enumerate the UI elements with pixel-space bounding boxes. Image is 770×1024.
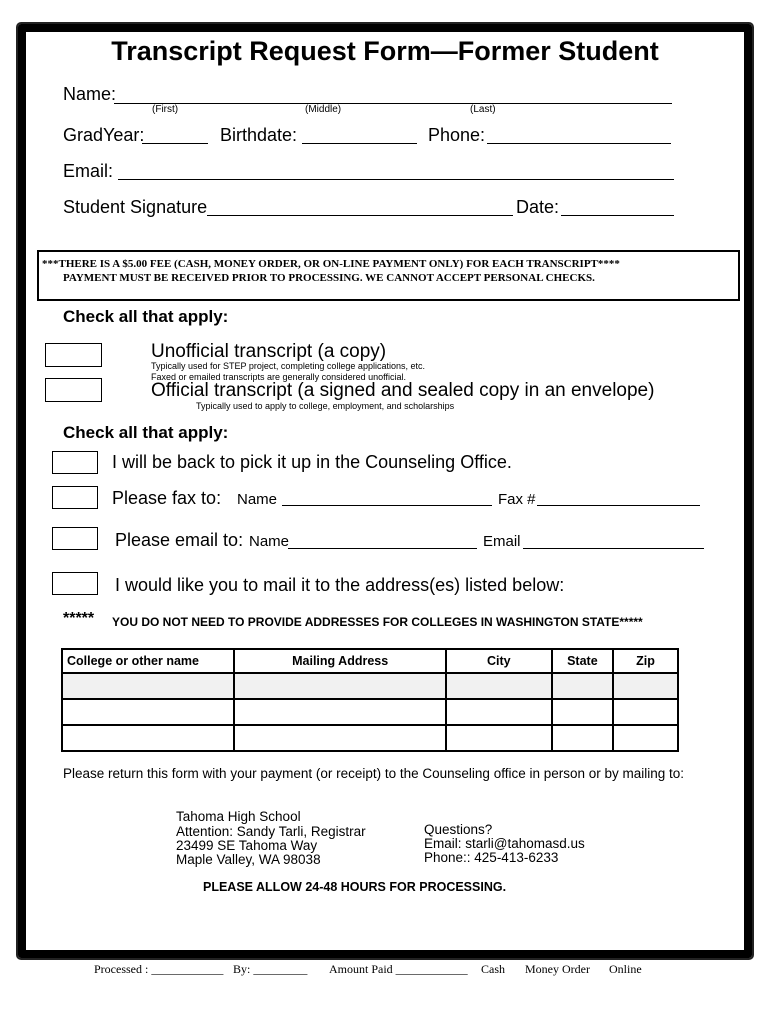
official-label: Official transcript (a signed and sealed copy in an envelope) (151, 380, 655, 401)
table-cell[interactable] (613, 725, 678, 751)
table-cell[interactable] (234, 725, 445, 751)
unofficial-label: Unofficial transcript (a copy) (151, 341, 387, 362)
gradyear-field[interactable] (142, 143, 208, 144)
wa-notice-stars: ***** (63, 610, 95, 627)
last-caption: (Last) (470, 104, 496, 115)
col-zip: Zip (613, 649, 678, 673)
email-option-label: Please email to: (115, 530, 244, 550)
table-row (62, 699, 678, 725)
footer-amount-paid: Amount Paid ____________ (329, 962, 468, 976)
birthdate-field[interactable] (302, 143, 417, 144)
table-cell[interactable] (552, 673, 613, 699)
birthdate-label: Birthdate: (220, 125, 298, 145)
phone-label: Phone: (428, 125, 486, 145)
email-label: Email: (63, 161, 114, 181)
return-instructions: Please return this form with your payment (or receipt) to the Counseling office in person or by mailing to: (63, 766, 685, 781)
table-cell[interactable] (446, 673, 552, 699)
address-line2: Attention: Sandy Tarli, Registrar (176, 824, 366, 839)
table-cell[interactable] (62, 699, 234, 725)
address-table-header (62, 649, 678, 673)
name-label: Name: (63, 84, 117, 104)
official-checkbox[interactable] (45, 378, 102, 402)
page-title: Transcript Request Form—Former Student (111, 36, 659, 66)
questions-email: Email: starli@tahomasd.us (424, 836, 585, 851)
mail-label: I would like you to mail it to the address(es) listed below: (115, 575, 565, 595)
table-cell[interactable] (613, 673, 678, 699)
unofficial-checkbox[interactable] (45, 343, 102, 367)
table-cell[interactable] (62, 673, 234, 699)
footer-processed: Processed : ____________ (94, 962, 224, 976)
signature-field[interactable] (207, 215, 513, 216)
pickup-checkbox[interactable] (52, 451, 98, 474)
footer-money-order: Money Order (525, 962, 590, 976)
fax-label: Please fax to: (112, 488, 222, 508)
address-table (61, 648, 679, 752)
wa-notice: YOU DO NOT NEED TO PROVIDE ADDRESSES FOR COLLEGES IN WASHINGTON STATE***** (112, 615, 643, 629)
middle-caption: (Middle) (305, 104, 342, 115)
email-field[interactable] (118, 179, 674, 180)
email-name-label: Name (249, 533, 290, 550)
col-city: City (446, 649, 552, 673)
official-note: Typically used to apply to college, employment, and scholarships (196, 401, 455, 411)
fee-notice-line2: PAYMENT MUST BE RECEIVED PRIOR TO PROCESSING. WE CANNOT ACCEPT PERSONAL CHECKS. (63, 272, 595, 284)
col-mailing-address: Mailing Address (234, 649, 445, 673)
table-cell[interactable] (234, 699, 445, 725)
fax-checkbox[interactable] (52, 486, 98, 509)
footer-cash: Cash (481, 962, 505, 976)
email-name-field[interactable] (288, 548, 477, 549)
col-state: State (552, 649, 613, 673)
date-field[interactable] (561, 215, 674, 216)
table-cell[interactable] (446, 725, 552, 751)
name-field[interactable] (114, 103, 672, 104)
fax-name-field[interactable] (282, 505, 492, 506)
signature-label: Student Signature (63, 197, 208, 217)
table-cell[interactable] (552, 699, 613, 725)
section2-heading: Check all that apply: (63, 423, 229, 442)
first-caption: (First) (152, 104, 179, 115)
email-address-label: Email (483, 533, 521, 550)
email-checkbox[interactable] (52, 527, 98, 550)
unofficial-note1: Typically used for STEP project, completing college applications, etc. (151, 361, 425, 371)
phone-field[interactable] (487, 143, 671, 144)
table-row (62, 725, 678, 751)
questions-line1: Questions? (424, 822, 493, 837)
gradyear-label: GradYear: (63, 125, 145, 145)
fax-number-field[interactable] (537, 505, 700, 506)
col-college: College or other name (62, 649, 234, 673)
table-cell[interactable] (234, 673, 445, 699)
table-cell[interactable] (446, 699, 552, 725)
address-line3: 23499 SE Tahoma Way (176, 838, 318, 853)
address-line1: Tahoma High School (176, 809, 301, 824)
table-cell[interactable] (552, 725, 613, 751)
email-address-field[interactable] (523, 548, 704, 549)
mail-checkbox[interactable] (52, 572, 98, 595)
footer-online: Online (609, 962, 642, 976)
unofficial-note2: Faxed or emailed transcripts are generally considered unofficial. (151, 372, 406, 382)
table-cell[interactable] (62, 725, 234, 751)
fax-number-label: Fax # (498, 491, 536, 508)
address-line4: Maple Valley, WA 98038 (176, 852, 321, 867)
fax-name-label: Name (237, 491, 278, 508)
footer-by: By: _________ (233, 962, 308, 976)
fee-notice-line1: ***THERE IS A $5.00 FEE (CASH, MONEY ORDER, OR ON-LINE PAYMENT ONLY) FOR EACH TRANSCRIPT**** (42, 258, 620, 270)
section1-heading: Check all that apply: (63, 307, 229, 326)
processing-notice: PLEASE ALLOW 24-48 HOURS FOR PROCESSING. (203, 880, 507, 894)
pickup-label: I will be back to pick it up in the Counseling Office. (112, 452, 512, 472)
questions-phone: Phone:: 425-413-6233 (424, 850, 559, 865)
date-label: Date: (516, 197, 560, 217)
table-cell[interactable] (613, 699, 678, 725)
table-row (62, 673, 678, 699)
